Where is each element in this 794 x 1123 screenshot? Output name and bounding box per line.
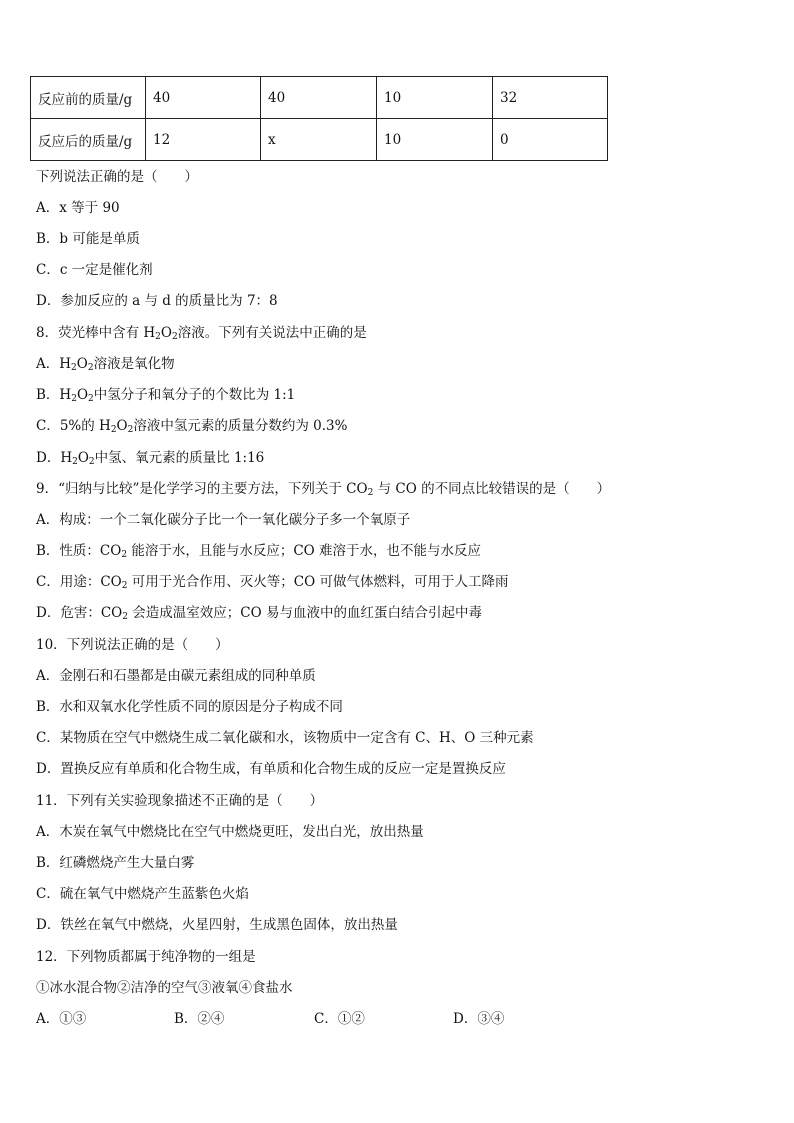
question-8-option-b: B．$H_2O_2$中氢分子和氧分子的个数比为 1:1 (36, 387, 296, 404)
table-row (31, 77, 608, 119)
question-7-option-c: C．c 一定是催化剂 (36, 262, 153, 278)
question-9-option-b: B．性质：$CO_2$ 能溶于水，且能与水反应；CO 难溶于水，也不能与水反应 (36, 543, 482, 560)
question-11-option-a: A．木炭在氧气中燃烧比在空气中燃烧更旺，发出白光，放出热量 (36, 824, 424, 840)
question-8-stem: 8．荧光棒中含有 $H_2O_2$溶液。下列有关说法中正确的是 (36, 325, 367, 342)
question-7-stem: 下列说法正确的是（ ） (36, 169, 198, 185)
question-12-items: ①冰水混合物②洁净的空气③液氧④食盐水 (36, 980, 293, 996)
table-cell: 10 (377, 119, 493, 161)
question-7-option-d: D．参加反应的 a 与 d 的质量比为 7：8 (36, 293, 278, 309)
question-8-option-c: C．5%的 $H_2O_2$溶液中氢元素的质量分数约为 0.3% (36, 418, 348, 435)
row-label: 反应前的质量/g (31, 77, 146, 119)
question-11-option-b: B．红磷燃烧产生大量白雾 (36, 855, 195, 871)
table-cell: 0 (493, 119, 608, 161)
question-11-stem: 11．下列有关实验现象描述不正确的是（ ） (36, 793, 324, 809)
question-10-option-d: D．置换反应有单质和化合物生成，有单质和化合物生成的反应一定是置换反应 (36, 761, 506, 777)
question-11-option-c: C．硫在氧气中燃烧产生蓝紫色火焰 (36, 886, 249, 902)
question-9-option-d: D．危害：$CO_2$ 会造成温室效应；CO 易与血液中的血红蛋白结合引起中毒 (36, 605, 482, 622)
table-cell: x (261, 119, 377, 161)
question-8-option-d: D．$H_2O_2$中氢、氧元素的质量比 1:16 (36, 450, 265, 467)
question-12-option-a: A．①③ (36, 1011, 87, 1027)
question-9-option-c: C．用途：$CO_2$ 可用于光合作用、灭火等；CO 可做气体燃料，可用于人工降雨 (36, 574, 509, 591)
question-8-option-a: A．$H_2O_2$溶液是氧化物 (36, 356, 175, 373)
question-11-option-d: D．铁丝在氧气中燃烧，火星四射，生成黑色固体，放出热量 (36, 917, 398, 933)
question-10-option-a: A．金刚石和石墨都是由碳元素组成的同种单质 (36, 668, 316, 684)
question-12-stem: 12．下列物质都属于纯净物的一组是 (36, 949, 256, 965)
table-cell: 40 (146, 77, 261, 119)
table-cell: 32 (493, 77, 608, 119)
question-10-option-b: B．水和双氧水化学性质不同的原因是分子构成不同 (36, 699, 343, 715)
question-12-options (36, 1009, 504, 1029)
row-label: 反应后的质量/g (31, 119, 146, 161)
question-10-stem: 10．下列说法正确的是（ ） (36, 637, 229, 653)
table-cell: 12 (146, 119, 261, 161)
question-9-option-a: A．构成：一个二氧化碳分子比一个一氧化碳分子多一个氧原子 (36, 512, 411, 528)
table-cell: 40 (261, 77, 377, 119)
question-9-stem: 9．“归纳与比较”是化学学习的主要方法，下列关于 $CO_2$ 与 CO 的不同点比较错误的是（ ） (36, 481, 611, 498)
question-10-option-c: C．某物质在空气中燃烧生成二氧化碳和水，该物质中一定含有 C、H、O 三种元素 (36, 730, 534, 746)
table-row (31, 119, 608, 161)
question-12-option-c: C．①② (314, 1011, 365, 1027)
mass-table (30, 76, 608, 161)
question-12-option-b: B．②④ (174, 1011, 225, 1027)
question-7-option-b: B．b 可能是单质 (36, 231, 140, 247)
question-12-option-d: D．③④ (453, 1011, 505, 1027)
question-7-option-a: A．x 等于 90 (36, 200, 120, 216)
table-cell: 10 (377, 77, 493, 119)
